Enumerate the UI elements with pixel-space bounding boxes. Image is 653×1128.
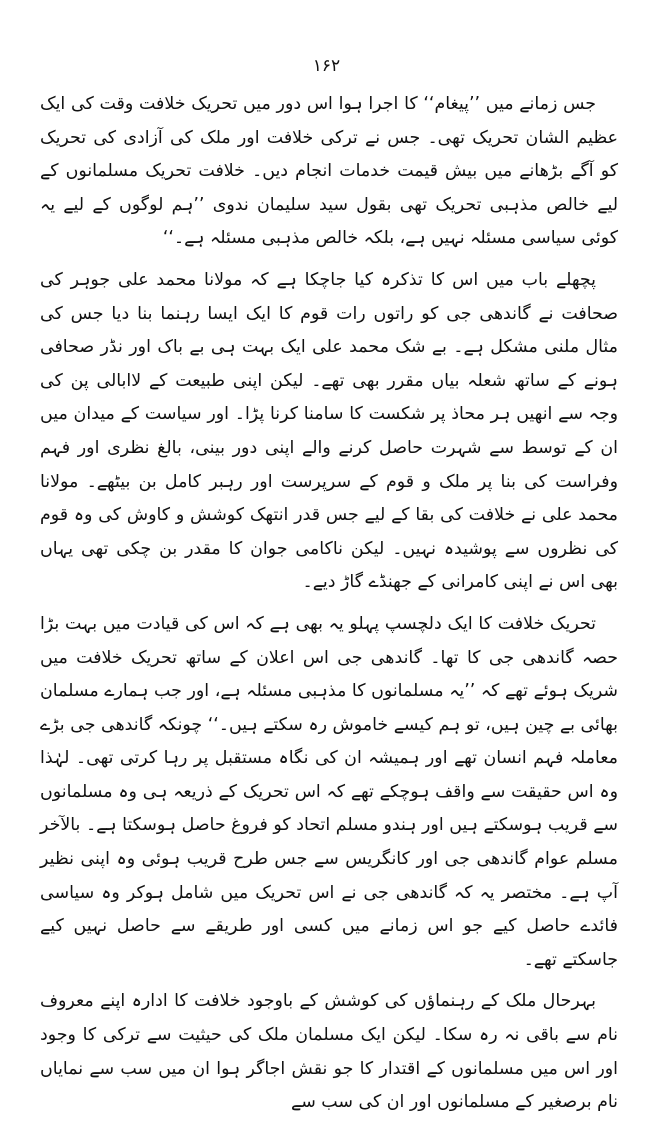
page-body	[40, 88, 618, 1128]
paragraph-muhammad-ali: پچھلے باب میں اس کا تذکرہ کیا جاچکا ہے کہ مولانا محمد علی جوہر کی صحافت نے گاندھی جی کو راتوں رات قوم کا ایک ایسا رہنما بنا دیا جس کی مثال ملنی مشکل ہے۔ بے شک محمد علی ایک بہت ہی بے باک اور نڈر صحافی ہونے کے ساتھ شعلہ بیاں مقرر بھی تھے۔ لیکن اپنی طبیعت کے لاابالی پن کی وجہ سے انھیں ہر محاذ پر شکست کا سامنا کرنا پڑا۔ اور سیاست کے میدان میں ان کے توسط سے شہرت حاصل کرنے والے اپنی دور بینی، بالغ نظری اور فہم وفراست کی بنا پر ملک و قوم کے سرپرست اور رہبر کامل بن بیٹھے۔ مولانا محمد علی نے خلافت کی بقا کے لیے جس قدر انتھک کوشش و کاوش کی وہ قوم کی نظروں سے پوشیدہ نہیں۔ لیکن ناکامی جوان کا مقدر بن چکی تھی یہاں بھی اس نے اپنی کامرانی کے جھنڈے گاڑ دیے۔	[40, 269, 618, 593]
paragraph-turkey: بہرحال ملک کے رہنماؤں کی کوشش کے باوجود خلافت کا ادارہ اپنے معروف نام سے باقی نہ رہ سکا۔ لیکن ایک مسلمان ملک کی حیثیت سے ترکی کا وجود اور اس میں مسلمانوں کے اقتدار کا جو نقش اجاگر ہوا ان میں سب سے نمایاں نام برصغیر کے مسلمانوں اور ان کی سب سے	[40, 991, 618, 1113]
page-number: ۱۶۲	[312, 56, 341, 76]
paragraph-gandhi-role: تحریک خلافت کا ایک دلچسپ پہلو یہ بھی ہے کہ اس کی قیادت میں بہت بڑا حصہ گاندھی جی کا تھا۔ گاندھی جی اس اعلان کے ساتھ تحریک خلافت میں شریک ہوئے تھے کہ ’’یہ مسلمانوں کا مذہبی مسئلہ ہے، اور جب ہمارے مسلمان بھائی بے چین ہیں، تو ہم کیسے خاموش رہ سکتے ہیں۔‘‘ چونکہ گاندھی جی بڑے معاملہ فہم انسان تھے اور ہمیشہ ان کی نگاہ مستقبل پر رہا کرتی تھی۔ لہٰذا وہ اس حقیقت سے واقف ہوچکے تھے کہ اس تحریک کے ذریعہ ہی وہ مسلمانوں سے قریب ہوسکتے ہیں اور ہندو مسلم اتحاد کو فروغ حاصل ہوسکتا ہے۔ بالآخر مسلم عوام گاندھی جی اور کانگریس سے جس طرح قریب ہوئی وہ اپنی نظیر آپ ہے۔ مختصر یہ کہ گاندھی جی نے اس تحریک میں شامل ہوکر وہ سیاسی فائدے حاصل کیے جو اس زمانے میں کسی اور طریقے سے حاصل نہیں کیے جاسکتے تھے۔	[40, 613, 618, 970]
paragraph-khilafat-intro: جس زمانے میں ’’پیغام‘‘ کا اجرا ہوا اس دور میں تحریک خلافت وقت کی ایک عظیم الشان تحریک تھی۔ جس نے ترکی خلافت اور ملک کی آزادی کی تحریک کو آگے بڑھانے میں بیش قیمت خدمات انجام دیں۔ خلافت تحریک مسلمانوں کے لیے خالص مذہبی تحریک تھی بقول سید سلیمان ندوی ’’ہم لوگوں کے لیے یہ کوئی سیاسی مسئلہ نہیں ہے، بلکہ خالص مذہبی مسئلہ ہے۔‘‘	[40, 94, 618, 249]
